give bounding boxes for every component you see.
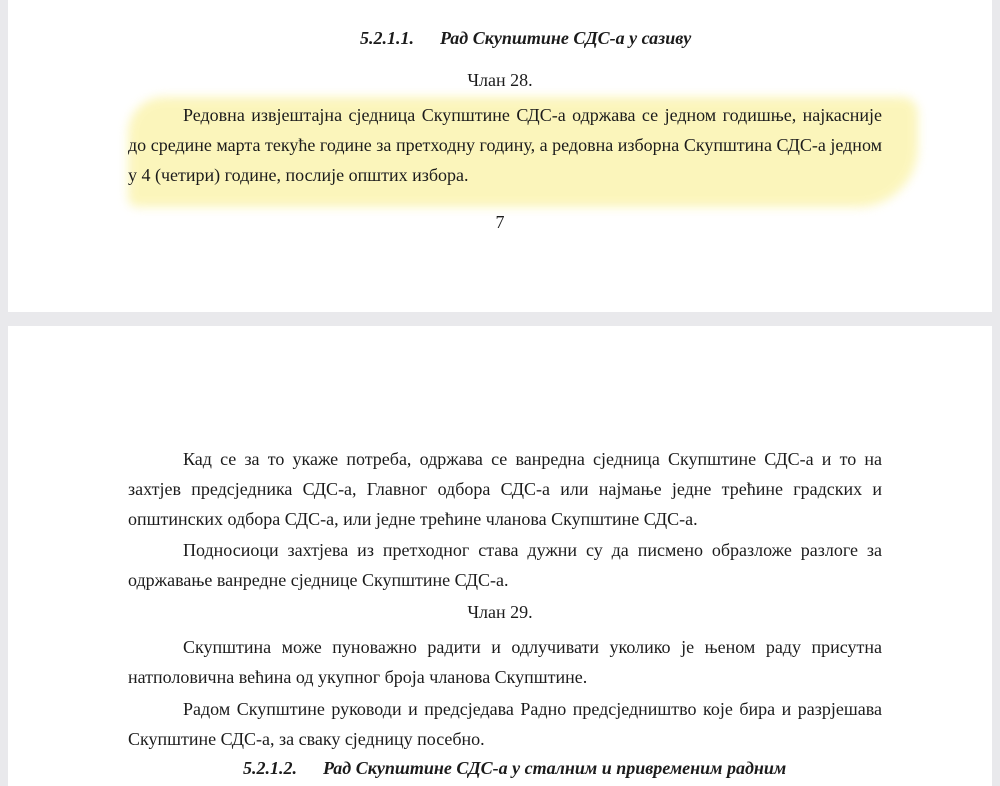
paragraph-quorum: Скупштина може пуноважно радити и одлучивати уколико је њеном раду присутна натполовична већина од укупног броја чланова Скупштине. (128, 637, 882, 687)
next-section-title: Рад Скупштине СДС-а у сталним и привременим радним (323, 758, 787, 778)
document-page-8 (8, 326, 992, 786)
section-heading (360, 28, 691, 49)
section-number: 5.2.1.1. (360, 28, 414, 48)
article-28-paragraph: Редовна извјештајна сједница Скупштине СДС-а одржава се једном годишње, најкасније до средине марта текуће године за претходну годину, а редовна изборна Скупштина СДС-а једном у 4 (четири) године, послије општих избора. (128, 105, 882, 185)
article-29-heading: Члан 29. (467, 602, 533, 622)
paragraph-presidency: Радом Скупштине руководи и предсједава Радно предсједништво које бира и разрјешава Скупштине СДС-а, за сваку сједницу посебно. (128, 699, 882, 749)
next-section-number: 5.2.1.2. (243, 758, 297, 778)
article-28-heading: Члан 28. (467, 70, 533, 90)
page-number: 7 (495, 212, 505, 232)
paragraph-extraordinary-session: Кад се за то укаже потреба, одржава се ванредна сједница Скупштине СДС-а и то на захтјев предсједника СДС-а, Главног одбора СДС-а или најмање једне трећине градских и општинских одбора СДС-а, или једне трећине чланова Скупштине СДС-а. (128, 449, 882, 529)
paragraph-request-justification: Подносиоци захтјева из претходног става дужни су да писмено образложе разлоге за одржавање ванредне сједнице Скупштине СДС-а. (128, 540, 882, 590)
next-section-heading (243, 758, 786, 779)
section-title: Рад Скупштине СДС-а у сазиву (440, 28, 692, 48)
document-page-7 (8, 0, 992, 312)
